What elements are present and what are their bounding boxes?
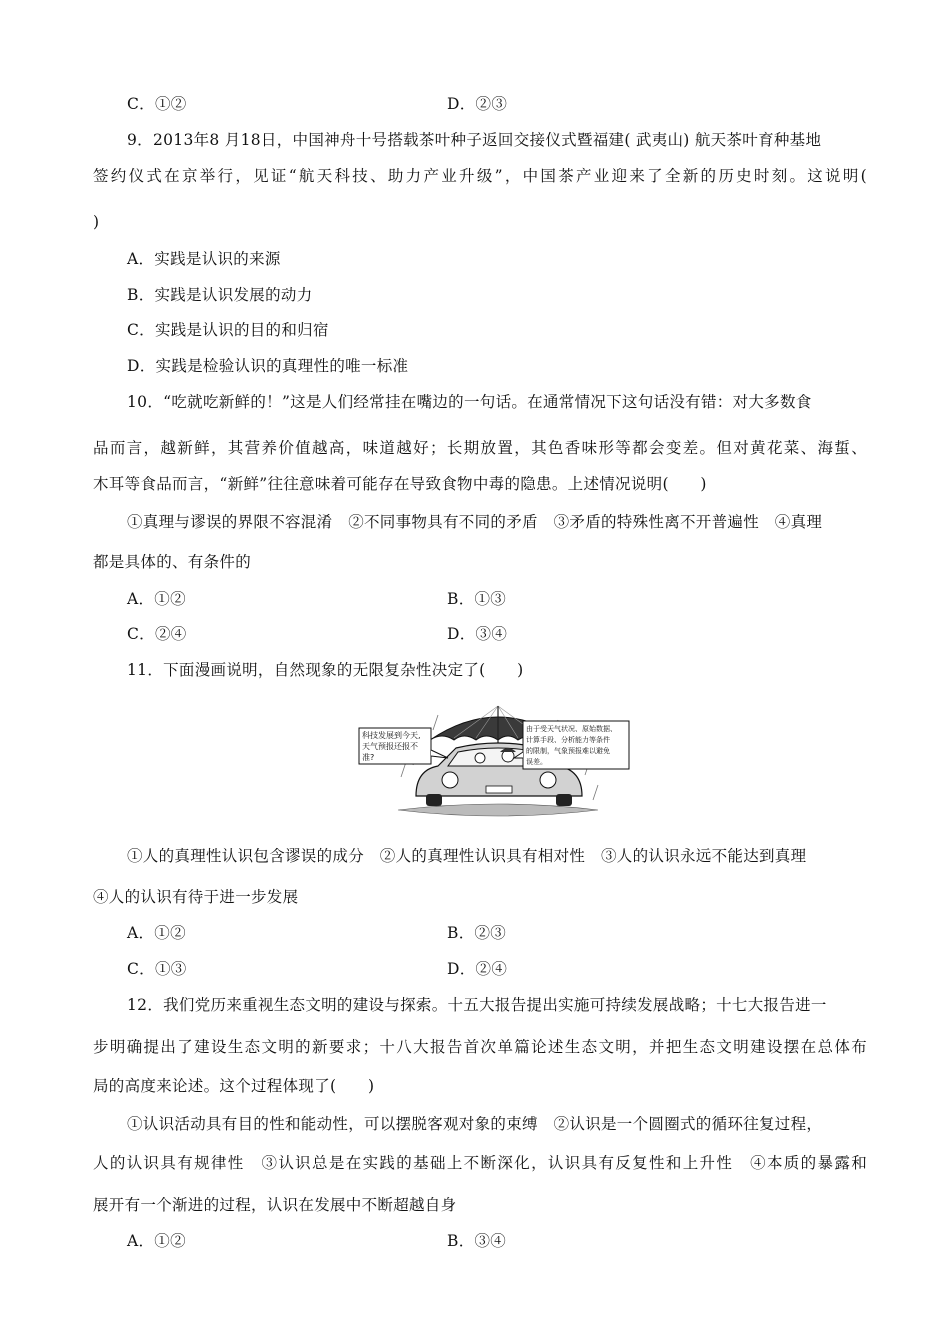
comic-right-caption-line1: 由于受天气状况、原始数据、 <box>526 725 617 733</box>
comic-right-caption-line2: 计算手段、分析能力等条件 <box>526 736 610 744</box>
q10-stem-line3: 木耳等食品而言，“新鲜”往往意味着可能存在导致食物中毒的隐患。上述情况说明( ) <box>93 475 707 493</box>
weather-forecast-comic <box>358 700 630 820</box>
q12-option-a: A．①② <box>127 1232 186 1250</box>
q12-statements-line2: 人的认识具有规律性 ③认识总是在实践的基础上不断深化，认识具有反复性和上升性 ④本质的暴露和 <box>93 1154 867 1172</box>
q10-stem-line2: 品而言，越新鲜，其营养价值越高，味道越好；长期放置，其色香味形等都会变差。但对黄花菜、海蜇、 <box>93 439 867 457</box>
q11-option-d: D．②④ <box>447 960 508 978</box>
q10-option-a: A．①② <box>127 590 186 608</box>
q11-statements-line2: ④人的认识有待于进一步发展 <box>93 888 299 906</box>
comic-left-caption-line3: 准? <box>362 753 375 762</box>
q9-option-b: B．实践是认识发展的动力 <box>127 286 313 304</box>
q11-statements-line1: ①人的真理性认识包含谬误的成分 ②人的真理性认识具有相对性 ③人的认识永远不能达到真理 <box>127 847 807 865</box>
q9-option-a: A．实践是认识的来源 <box>127 250 281 268</box>
q9-stem-line3: ) <box>93 213 100 231</box>
q12-stem-line3: 局的高度来论述。这个过程体现了( ) <box>93 1077 375 1095</box>
q10-statements-line2: 都是具体的、有条件的 <box>93 553 252 571</box>
q10-stem-line1: 10．“吃就吃新鲜的！”这是人们经常挂在嘴边的一句话。在通常情况下这句话没有错：对大多数食 <box>127 393 812 411</box>
q12-stem-line1: 12．我们党历来重视生态文明的建设与探索。十五大报告提出实施可持续发展战略；十七大报告进一 <box>127 996 827 1014</box>
q10-option-c: C．②④ <box>127 625 187 643</box>
q10-option-d: D．③④ <box>447 625 508 643</box>
q11-option-c: C．①③ <box>127 960 187 978</box>
q9-option-c: C．实践是认识的目的和归宿 <box>127 321 329 339</box>
q12-stem-line2: 步明确提出了建设生态文明的新要求；十八大报告首次单篇论述生态文明，并把生态文明建设摆在总体布 <box>93 1038 867 1056</box>
q8-option-c: C．①② <box>127 95 187 113</box>
q8-option-d: D．②③ <box>447 95 508 113</box>
q11-option-b: B．②③ <box>447 924 507 942</box>
q11-option-a: A．①② <box>127 924 186 942</box>
comic-left-caption-line2: 天气预报还报不 <box>362 742 418 751</box>
q12-statements-line1: ①认识活动具有目的性和能动性，可以摆脱客观对象的束缚 ②认识是一个圆圈式的循环往复过程， <box>127 1115 823 1133</box>
comic-right-caption-line3: 的限制，气象预报难以避免 <box>526 747 610 755</box>
comic-left-caption-line1: 科技发展到今天, <box>362 731 421 740</box>
comic-right-caption-line4: 误差。 <box>526 758 547 766</box>
q9-option-d: D．实践是检验认识的真理性的唯一标准 <box>127 357 409 375</box>
q9-stem-line1: 9．2013年8 月18日，中国神舟十号搭载茶叶种子返回交接仪式暨福建( 武夷山) 航天茶叶育种基地 <box>127 131 822 149</box>
q9-stem-line2: 签约仪式在京举行，见证“航天科技、助力产业升级”，中国茶产业迎来了全新的历史时刻。这说明( <box>93 167 867 185</box>
q10-statements-line1: ①真理与谬误的界限不容混淆 ②不同事物具有不同的矛盾 ③矛盾的特殊性离不开普遍性 ④真理 <box>127 513 823 531</box>
q12-statements-line3: 展开有一个渐进的过程，认识在发展中不断超越自身 <box>93 1196 457 1214</box>
q12-option-b: B．③④ <box>447 1232 507 1250</box>
q10-option-b: B．①③ <box>447 590 507 608</box>
q11-stem: 11．下面漫画说明，自然现象的无限复杂性决定了( ) <box>127 661 524 679</box>
